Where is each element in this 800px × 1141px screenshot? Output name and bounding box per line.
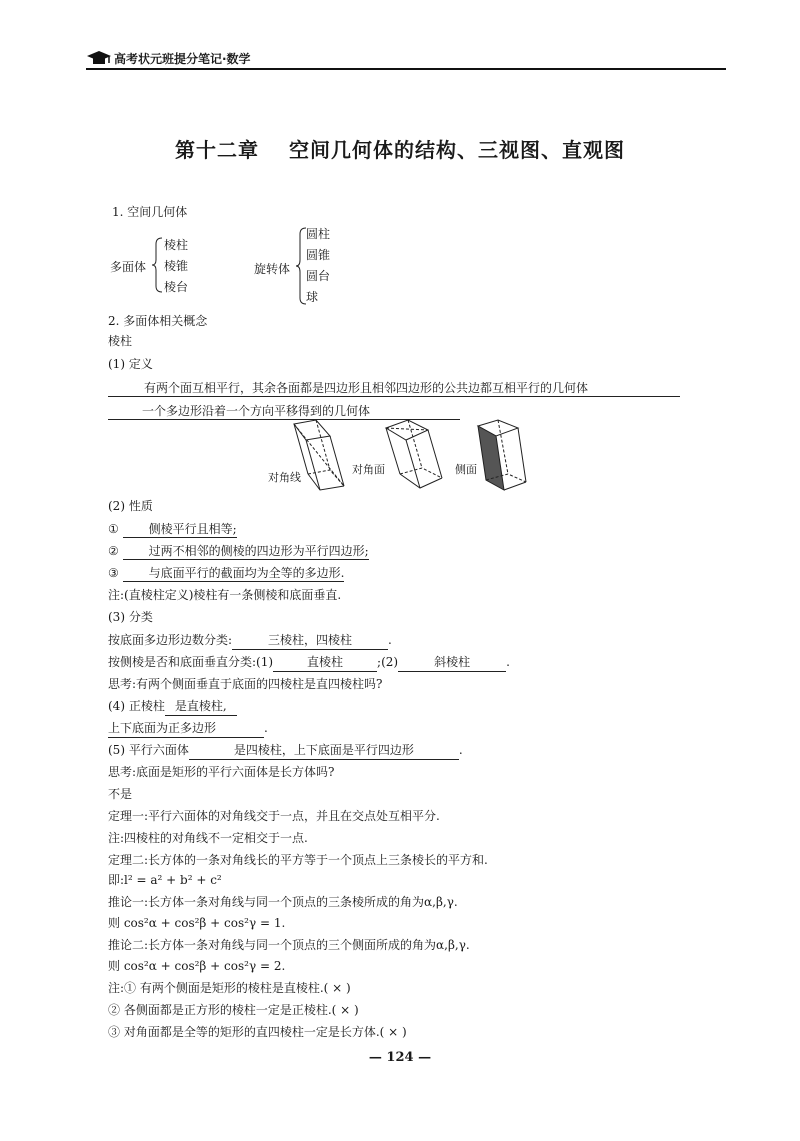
solid-of-revolution-item: 圆台 — [306, 269, 331, 283]
running-header — [86, 44, 726, 74]
regular-prism-line-2: 上下底面为正多边形 . — [108, 720, 268, 738]
classification-by-edge-answer-1: 直棱柱 — [273, 654, 377, 672]
page-number: — 124 — — [368, 1050, 432, 1065]
property-item — [108, 521, 237, 537]
header-text: 高考状元班提分笔记·数学 — [114, 52, 251, 66]
polyhedron-label: 多面体 — [110, 260, 147, 274]
chapter-title — [0, 134, 800, 163]
classification-by-edge-answer-2: 斜棱柱 — [398, 654, 506, 672]
figure-label-diagonal: 对角线 — [268, 471, 301, 484]
theorem-1-note: 注:四棱柱的对角线不一定相交于一点. — [108, 831, 308, 845]
true-false-note: 注:① 有两个侧面是矩形的棱柱是直棱柱.( × ) — [108, 981, 351, 995]
think-question-1: 思考:有两个侧面垂直于底面的四棱柱是直四棱柱吗? — [108, 677, 383, 691]
classification-label: (3) 分类 — [108, 610, 153, 624]
header-rule — [86, 68, 726, 70]
think-answer-2: 不是 — [108, 787, 133, 801]
classification-by-edge-separator: ;(2) — [377, 655, 399, 669]
regular-prism-label: (4) 正棱柱 — [108, 699, 165, 713]
theorem-1: 定理一:平行六面体的对角线交于一点，并且在交点处互相平分. — [108, 809, 440, 823]
property-item — [108, 565, 344, 581]
prism-figure-diagonal — [294, 420, 344, 490]
property-text: 与底面平行的截面均为全等的多边形. — [123, 566, 345, 582]
figure-label-diagonal-plane: 对角面 — [352, 463, 385, 476]
prism-figure-side-face — [478, 420, 526, 490]
property-number: ① — [108, 522, 119, 536]
polyhedron-item: 棱柱 — [164, 238, 189, 252]
true-false-note: ② 各侧面都是正方形的棱柱一定是正棱柱.( × ) — [108, 1003, 359, 1017]
corollary-2: 推论二:长方体一条对角线与同一个顶点的三个侧面所成的角为α,β,γ. — [108, 938, 470, 952]
polyhedron-item: 棱锥 — [164, 259, 189, 273]
solid-of-revolution-label: 旋转体 — [254, 262, 291, 276]
regular-prism — [108, 698, 237, 716]
classification-by-base-prefix: 按底面多边形边数分类: — [108, 633, 233, 647]
property-number: ③ — [108, 566, 119, 580]
definition-line-1: 有两个面互相平行，其余各面都是四边形且相邻四边形的公共边都互相平行的几何体 — [108, 380, 680, 397]
polyhedron-brace — [152, 236, 164, 294]
property-text: 侧棱平行且相等; — [123, 522, 237, 538]
theorem-2-formula: 即:l² = a² + b² + c² — [108, 873, 222, 887]
property-number: ② — [108, 544, 119, 558]
parallelepiped-answer: 是四棱柱，上下底面是平行四边形 — [189, 742, 459, 760]
prism-figure-diagonal-plane — [386, 420, 442, 488]
theorem-2: 定理二:长方体的一条对角线长的平方等于一个顶点上三条棱长的平方和. — [108, 853, 488, 867]
definition-line-2: 一个多边形沿着一个方向平移得到的几何体 — [108, 403, 460, 420]
corollary-2-formula: 则 cos²α + cos²β + cos²γ = 2. — [108, 959, 286, 973]
property-item — [108, 543, 369, 559]
section-1-heading: 1. 空间几何体 — [112, 205, 188, 219]
property-text: 过两不相邻的侧棱的四边形为平行四边形; — [123, 544, 369, 560]
properties-label: (2) 性质 — [108, 499, 153, 513]
classification-by-base-answer: 三棱柱，四棱柱 — [232, 632, 388, 650]
classification-by-edge-prefix: 按侧棱是否和底面垂直分类:(1) — [108, 655, 274, 669]
note-right-prism: 注:(直棱柱定义)棱柱有一条侧棱和底面垂直. — [108, 588, 342, 602]
solid-of-revolution-item: 球 — [306, 290, 319, 304]
classification-by-base: 按底面多边形边数分类: 三棱柱，四棱柱 . — [108, 632, 392, 650]
solid-of-revolution-item: 圆锥 — [306, 248, 331, 262]
parallelepiped-label: (5) 平行六面体 — [108, 743, 189, 757]
corollary-1-formula: 则 cos²α + cos²β + cos²γ = 1. — [108, 916, 286, 930]
definition-label: (1) 定义 — [108, 357, 153, 371]
prism-heading: 棱柱 — [108, 334, 133, 348]
classification-by-edge: 按侧棱是否和底面垂直分类:(1) 直棱柱 ;(2) 斜棱柱 . — [108, 654, 510, 672]
prism-figures — [270, 418, 550, 498]
polyhedron-item: 棱台 — [164, 280, 189, 294]
graduation-cap-icon — [86, 50, 112, 66]
figure-label-side-face: 侧面 — [455, 463, 477, 476]
chapter-name: 空间几何体的结构、三视图、直观图 — [289, 138, 625, 162]
chapter-number: 第十二章 — [175, 138, 259, 162]
corollary-1: 推论一:长方体一条对角线与同一个顶点的三条棱所成的角为α,β,γ. — [108, 895, 458, 909]
true-false-note: ③ 对角面都是全等的矩形的直四棱柱一定是长方体.( × ) — [108, 1025, 407, 1039]
solid-of-revolution-item: 圆柱 — [306, 227, 331, 241]
regular-prism-answer: 是直棱柱, — [165, 698, 237, 716]
regular-prism-answer-2: 上下底面为正多边形 — [108, 720, 264, 738]
section-2-heading: 2. 多面体相关概念 — [108, 314, 208, 328]
think-question-2: 思考:底面是矩形的平行六面体是长方体吗? — [108, 765, 335, 779]
parallelepiped: (5) 平行六面体 是四棱柱，上下底面是平行四边形 . — [108, 742, 463, 760]
